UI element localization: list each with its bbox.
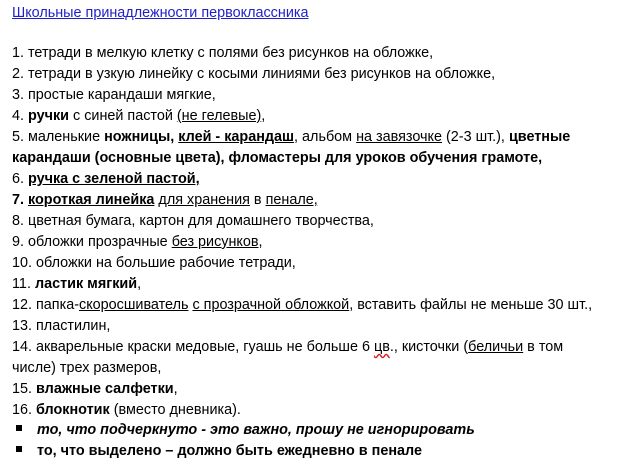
item-text: 8. цветная бумага, картон для домашнего творчества, (12, 213, 374, 229)
document-title-link[interactable]: Школьные принадлежности первоклассника (12, 5, 309, 21)
item-text: 6. (12, 171, 28, 187)
item-text: с синей пастой (69, 108, 177, 124)
item-text: 9. обложки прозрачные (12, 234, 172, 250)
item-text: в том (523, 339, 564, 355)
list-item (12, 274, 630, 295)
list-item (12, 232, 630, 253)
note-item (16, 420, 475, 441)
list-item-continuation (12, 148, 630, 169)
item-text: в (249, 192, 266, 208)
item-text: 5. маленькие (12, 129, 105, 145)
underlined-text: беличьи (468, 339, 524, 355)
note-item (16, 441, 475, 462)
note-text: то, что подчеркнуто - это важно, прошу не игнорировать (37, 422, 475, 438)
bold-text: карандаши (основные цвета), фломастеры для уроков обучения грамоте, (12, 150, 543, 166)
item-text: 16. (12, 402, 37, 418)
item-text: 4. (12, 108, 28, 124)
item-text: числе) трех размеров, (12, 360, 162, 376)
bold-underlined-text: клей - карандаш (178, 129, 295, 145)
bold-text: ластик мягкий (34, 276, 138, 292)
item-text: 10. обложки на большие рабочие тетради, (12, 255, 296, 271)
bold-text: цветные (508, 129, 571, 145)
bold-text: блокнотик (36, 402, 110, 418)
list-item (12, 379, 630, 400)
underlined-text: без рисунков, (171, 234, 263, 250)
underlined-text: пенале, (265, 192, 318, 208)
item-text: , (261, 108, 266, 124)
list-item (12, 253, 630, 274)
list-item (12, 127, 630, 148)
note-text: то, что выделено – должно быть ежедневно в пенале (37, 443, 422, 459)
list-item (12, 106, 630, 127)
item-text: 14. акварельные краски медовые, гуашь не больше 6 (12, 339, 374, 355)
bold-text: ножницы, (104, 129, 179, 145)
square-bullet-icon (16, 425, 22, 431)
item-text: 3. простые карандаши мягкие, (12, 87, 216, 103)
spellcheck-text: цв (373, 339, 390, 355)
item-text: 12. папка- (12, 297, 79, 313)
item-text: (вместо дневника). (109, 402, 241, 418)
list-item (12, 169, 630, 190)
underlined-text: на завязочке (356, 129, 443, 145)
bold-underlined-text: короткая линейка (28, 192, 155, 208)
item-text: (2-3 шт.), (442, 129, 509, 145)
item-text: ., кисточки ( (389, 339, 469, 355)
list-item (12, 295, 630, 316)
item-text: , (173, 381, 178, 397)
item-text: 11. (12, 276, 35, 292)
list-item (12, 316, 630, 337)
square-bullet-icon (16, 446, 22, 452)
item-text: , (137, 276, 142, 292)
underlined-text: (не гелевые) (176, 108, 262, 124)
list-item (12, 85, 630, 106)
underlined-text: для хранения (158, 192, 250, 208)
list-item (12, 400, 630, 421)
supplies-list (12, 43, 630, 421)
list-item (12, 43, 630, 64)
bold-underlined-text: ручка с зеленой пастой, (28, 171, 200, 187)
item-text: 13. пластилин, (12, 318, 111, 334)
list-item (12, 211, 630, 232)
list-item-continuation (12, 358, 630, 379)
item-text: 1. тетради в мелкую клетку с полями без рисунков на обложке, (12, 45, 434, 61)
item-text: , вставить файлы не меньше 30 шт., (349, 297, 593, 313)
underlined-text: скоросшиватель (79, 297, 189, 313)
list-item (12, 190, 630, 211)
bold-text: 7. (12, 192, 28, 208)
item-text: 2. тетради в узкую линейку с косыми линиями без рисунков на обложке, (12, 66, 496, 82)
bold-text: влажные салфетки (36, 381, 174, 397)
list-item (12, 337, 630, 358)
item-text: , альбом (294, 129, 357, 145)
underlined-text: с прозрачной обложкой (192, 297, 350, 313)
bold-text: ручки (28, 108, 70, 124)
list-item (12, 64, 630, 85)
notes-list (16, 420, 475, 462)
item-text: 15. (12, 381, 37, 397)
